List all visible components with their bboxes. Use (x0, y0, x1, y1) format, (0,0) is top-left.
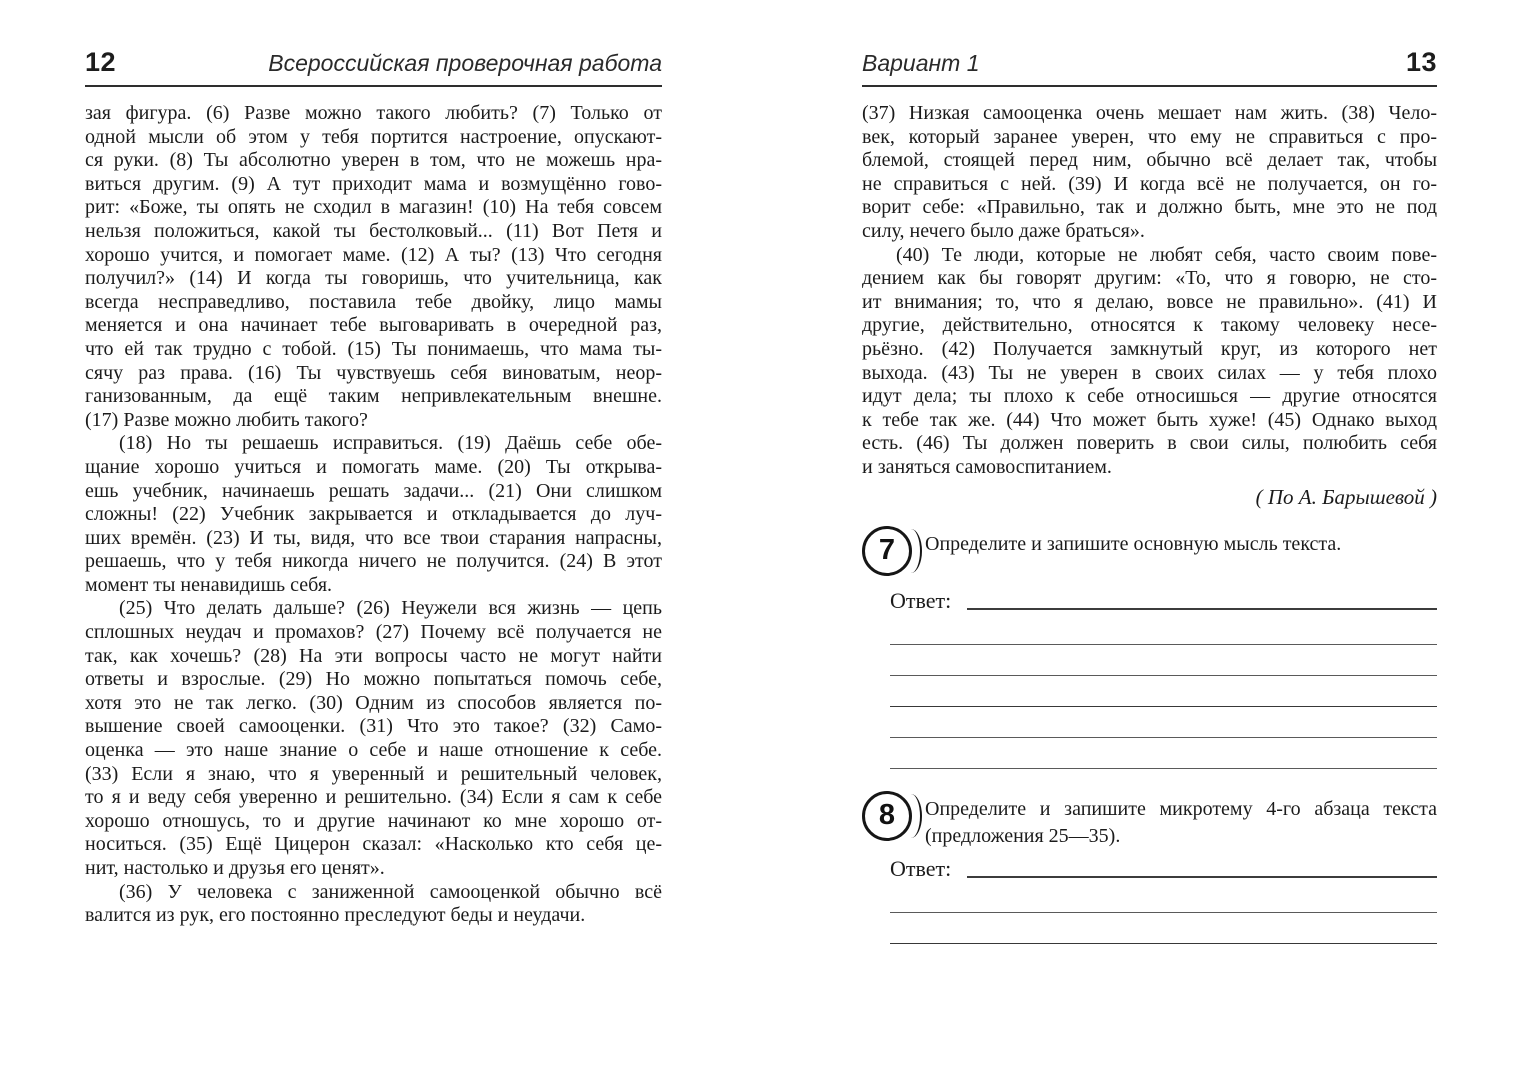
task-7 (862, 526, 1437, 576)
text-line: рьёзно. (42) Получается замкнутый круг, из которого нет (862, 337, 1437, 360)
text-line: не справиться с ней. (39) И когда всё не получается, он го- (862, 172, 1437, 195)
text-line: ит внимания; то, что я делаю, вовсе не правильно». (41) И (862, 290, 1437, 313)
text-line: (37) Низкая самооценка очень мешает нам жить. (38) Чело- (862, 102, 1437, 124)
task-text-line: (предложения 25—35). (925, 825, 1121, 847)
text-line: век, который заранее уверен, что ему не справиться с про- (862, 125, 1437, 148)
text-line: ответы и взрослые. (29) Но можно попытаться помочь себе, (85, 668, 662, 691)
text-line: (40) Те люди, которые не любят себя, часто своим пове- (896, 243, 1437, 266)
task-7-answer-row (890, 588, 1437, 614)
text-line: другие, действительно, относятся к такому человеку несе- (862, 314, 1437, 337)
text-line: силу, нечего было даже браться». (862, 219, 1145, 242)
text-line: блемой, стоящей перед ним, обычно всё делает так, чтобы (862, 149, 1437, 172)
left-header-title: Всероссийская проверочная работа (268, 50, 662, 76)
author-attribution: ( По А. Барышевой ) (1255, 484, 1437, 509)
text-line: (25) Что делать дальше? (26) Неужели вся жизнь — цепь (119, 597, 662, 620)
text-line: момент ты ненавидишь себя. (85, 573, 333, 596)
text-line: хорошо отношусь, то и другие начинают ко мне хорошо от- (85, 809, 662, 832)
text-line: рит: «Боже, ты опять не сходил в магазин! (10) На тебя совсем (85, 196, 662, 219)
text-line: одной мысли об этом у тебя портится настроение, опускают- (85, 125, 662, 148)
left-header-rule (85, 85, 662, 87)
text-line: сплошных неудач и промахов? (27) Почему всё получается не (85, 621, 662, 644)
text-line: щание хорошо учиться и помогать маме. (20) Ты открыва- (85, 455, 662, 478)
task-7-text (925, 526, 1437, 559)
text-line: и заняться самовоспитанием. (862, 455, 1112, 478)
paragraph (862, 244, 1437, 480)
right-header-title: Вариант 1 (862, 50, 980, 76)
text-line: дением как бы говорят другим: «То, что я говорю, не сто- (862, 267, 1437, 290)
text-line: то я и веду себя уверенно и решительно. (34) Если я сам к себе (85, 786, 662, 809)
paragraph (85, 432, 662, 597)
text-line: (18) Но ты решаешь исправиться. (19) Даёшь себе обе- (119, 432, 662, 455)
left-page-header (85, 47, 662, 78)
task-7-answer-line-3 (890, 676, 1437, 707)
left-page-number: 12 (85, 47, 117, 77)
paragraph (85, 881, 662, 928)
paragraph (862, 102, 1437, 244)
task-8-answer-line-0 (967, 858, 1437, 878)
text-line: меняется и она начинает тебе выговаривать в очередной раз, (85, 314, 662, 337)
task-7-answer-line-4 (890, 707, 1437, 738)
text-line: ешь учебник, начинаешь решать задачи... (21) Они слишком (85, 479, 662, 502)
right-page-number: 13 (1405, 47, 1437, 77)
text-line: всегда несправедливо, поставила тебе двойку, лицо мамы (85, 290, 662, 313)
task-8-badge-wrap (862, 791, 912, 841)
text-line: (33) Если я знаю, что я уверенный и решительный человек, (85, 762, 662, 785)
text-line: ся руки. (8) Ты абсолютно уверен в том, что не можешь нра- (85, 149, 662, 172)
task-8-answer-line-2 (890, 913, 1437, 944)
text-line: идут дела; ты плохо к себе относишься — другие относятся (862, 385, 1437, 408)
right-header-rule (862, 85, 1437, 87)
task-8-text (925, 791, 1437, 851)
task-7-answer-line-5 (890, 738, 1437, 769)
text-line: носиться. (35) Ещё Цицерон сказал: «Насколько кто себя це- (85, 833, 662, 856)
right-page (862, 0, 1437, 944)
paragraph (85, 102, 662, 432)
text-line: ворит себе: «Правильно, так и должно быть, мне это не под (862, 196, 1437, 219)
right-page-header (862, 47, 1437, 78)
text-line: сячу раз права. (16) Ты чувствуешь себя виноватым, неор- (85, 361, 662, 384)
task-7-number-badge: 7 (862, 526, 912, 576)
text-line: (17) Разве можно любить такого? (85, 408, 368, 431)
text-line: так, как хочешь? (28) На эти вопросы часто не могут найти (85, 644, 662, 667)
task-7-answer-line-1 (890, 614, 1437, 645)
task-text-line: Определите и запишите микротему 4-го абзаца текста (925, 797, 1437, 820)
task-8 (862, 791, 1437, 851)
left-page (85, 0, 662, 928)
text-line: к тебе так же. (44) Что может быть хуже! (45) Однако выход (862, 408, 1437, 431)
task-7-answer-label: Ответ: (890, 587, 952, 613)
task-8-answer-row (890, 856, 1437, 882)
text-line: нит, настолько и друзья его ценят». (85, 857, 385, 879)
task-8-answer-label: Ответ: (890, 855, 952, 881)
text-line: сложны! (22) Учебник закрывается и откладывается до луч- (85, 503, 662, 526)
text-line: что ей так трудно с тобой. (15) Ты понимаешь, что мама ты- (85, 337, 662, 360)
text-line: ших времён. (23) И ты, видя, что все твои старания напрасны, (85, 526, 662, 549)
paragraph (85, 597, 662, 880)
text-line: оценка — это наше знание о себе и наше отношение к себе. (85, 739, 662, 762)
text-line: зая фигура. (6) Разве можно такого любить? (7) Только от (85, 102, 662, 124)
task-7-answer-line-2 (890, 645, 1437, 676)
text-line: ганизованным, да ещё таким непривлекательным внешне. (85, 385, 662, 408)
task-8-answer-block (890, 856, 1437, 944)
task-text-line: Определите и запишите основную мысль текста. (925, 532, 1342, 555)
text-line: валится из рук, его постоянно преследуют беды и неудачи. (85, 904, 586, 927)
task-7-answer-line-0 (967, 590, 1437, 610)
task-7-badge-wrap (862, 526, 912, 576)
text-line: виться другим. (9) А тут приходит мама и возмущённо гово- (85, 172, 662, 195)
text-line: (36) У человека с заниженной самооценкой обычно всё (119, 880, 662, 903)
text-line: есть. (46) Ты должен поверить в свои силы, полюбить себя (862, 432, 1437, 455)
text-line: хотя это не так легко. (30) Одним из способов является по- (85, 691, 662, 714)
task-8-number-badge: 8 (862, 791, 912, 841)
text-line: нельзя положиться, какой ты бестолковый... (11) Вот Петя и (85, 219, 662, 242)
task-8-answer-line-1 (890, 882, 1437, 913)
text-line: получил?» (14) И когда ты говоришь, что учительница, как (85, 267, 662, 290)
right-text-body (862, 102, 1437, 480)
task-7-answer-block (890, 588, 1437, 769)
text-line: хорошо учится, и помогает маме. (12) А ты? (13) Что сегодня (85, 243, 662, 266)
text-line: вышение своей самооценки. (31) Что это такое? (32) Само- (85, 715, 662, 738)
text-line: решаешь, что у тебя никогда ничего не получится. (24) В этот (85, 550, 662, 573)
text-line: выхода. (43) Ты не уверен в своих силах — у тебя плохо (862, 361, 1437, 384)
left-text-body (85, 102, 662, 928)
